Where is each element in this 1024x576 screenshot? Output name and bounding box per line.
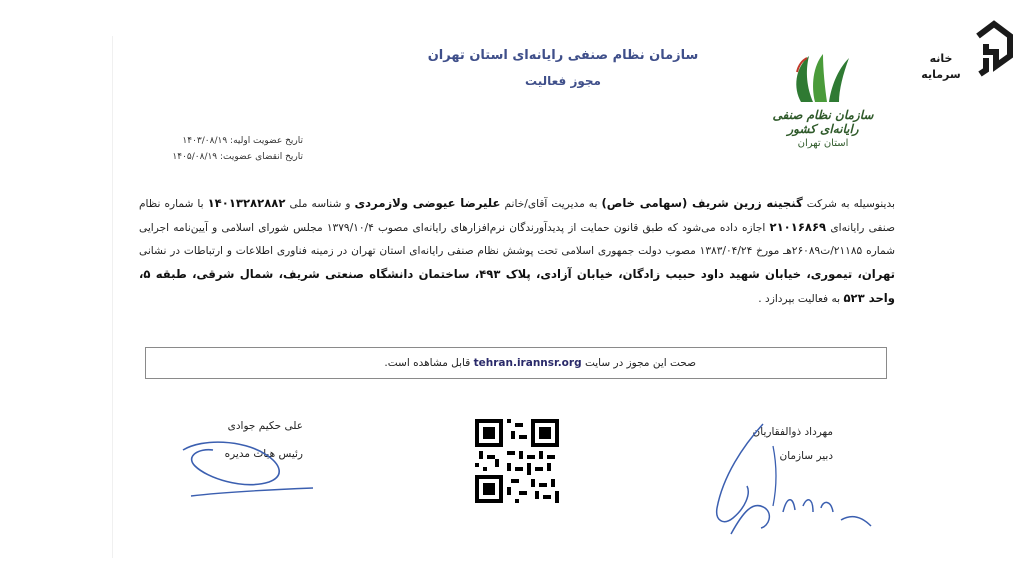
leaf-emblem-icon	[753, 50, 893, 110]
secretary-role: دبیر سازمان	[779, 450, 833, 462]
secretary-signature	[703, 416, 883, 546]
logo-caption: سازمان نظام صنفی رایانه‌ای کشور	[772, 108, 874, 136]
national-id: ۱۴۰۱۳۲۸۲۸۸۲	[207, 196, 286, 210]
brand-text-line1: خانه	[929, 52, 953, 65]
document-subtitle: مجوز فعالیت	[525, 74, 601, 88]
body-part-2: به مدیریت آقای/خانم	[504, 198, 598, 210]
first-membership-date: تاریخ عضویت اولیه: ۱۴۰۳/۰۸/۱۹	[182, 136, 303, 146]
org-title: سازمان نظام صنفی رایانه‌ای استان تهران	[427, 48, 699, 63]
secretary-name: مهرداد ذوالفقاریان	[752, 426, 833, 438]
qr-code[interactable]	[475, 419, 559, 503]
business-address: تهران، تیموری، خیابان شهید داود حبیب زادگان، خیابان آزادی، پلاک ۴۹۳، ساختمان دانشگاه صنعتی شریف، شمال شرقی، طبقه ۵، واحد ۵۲۳	[139, 267, 895, 305]
verify-suffix: قابل مشاهده است.	[384, 357, 471, 369]
body-part-3: و شناسه ملی	[289, 198, 351, 210]
board-chair-role: رئیس هیات مدیره	[224, 448, 303, 460]
license-document	[112, 36, 903, 558]
board-chair-signature	[173, 432, 323, 502]
company-name: گنجینه زرین شریف (سهامی خاص)	[601, 196, 803, 210]
board-chair-name: علی حکیم جوادی	[227, 420, 303, 432]
logo-province: استان تهران	[797, 138, 849, 149]
body-part-1: بدینوسیله به شرکت	[806, 198, 895, 210]
guild-number: ۲۱۰۱۶۸۶۹	[769, 220, 827, 234]
verify-prefix: صحت این مجوز در سایت	[584, 357, 696, 369]
brand-text-line2: سرمایه	[921, 68, 961, 81]
verification-text	[384, 357, 696, 369]
body-part-6: به فعالیت بپردازد .	[758, 293, 841, 305]
verify-site-link[interactable]: tehran.irannsr.org	[473, 357, 582, 369]
body-part-4: با شماره نظام صنفی رایانه‌ای	[139, 198, 895, 234]
membership-dates	[133, 136, 303, 168]
verification-box	[145, 347, 887, 379]
membership-expiry-date: تاریخ انقضای عضویت: ۱۴۰۵/۰۸/۱۹	[172, 152, 303, 162]
body-part-5: اجازه داده می‌شود که طبق قانون حمایت از پدیدآورندگان نرم‌افزارهای رایانه‌ای مصوب ۱۳۷۹/۱۰/۴ مجلس شورای اسلامی و آیین‌نامه اجرایی شماره ۲۱۱۸۵/ت۲۶۰۸۹هـ مورخ ۱۳۸۳/۰۴/۲۴ مصوب دولت جمهوری اسلامی تحت پوشش نظام صنفی رایانه‌ای استان تهران در زمینه فناوری اطلاعات و ارتباطات در نشانی	[139, 222, 895, 257]
manager-name: علیرضا عیوضی ولازمردی	[354, 196, 501, 210]
license-body	[139, 192, 895, 311]
